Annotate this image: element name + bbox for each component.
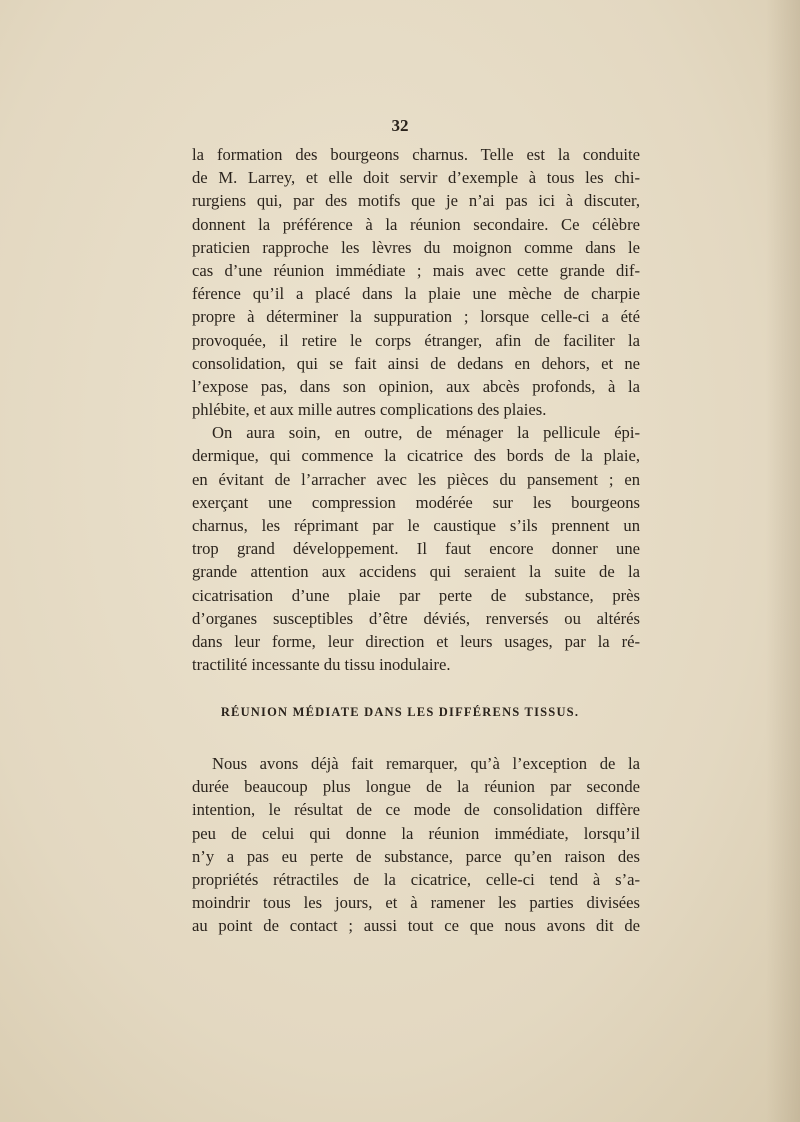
text-line: moindrir tous les jours, et à ramener les parties divisées [192,893,640,913]
text-line: n’y a pas eu perte de substance, parce qu’en raison des [192,846,640,866]
text-line: consolidation, qui se fait ainsi de dedans en dehors, et ne [192,353,640,373]
text-line: tractilité incessante du tissu inodulaire. [192,655,451,675]
page-number: 32 [391,116,409,135]
paragraph [192,421,640,676]
page-edge-shadow [766,0,800,1122]
text-line: cicatrisation d’une plaie par perte de substance, près [192,585,640,605]
text-line: la formation des bourgeons charnus. Telle est la conduite [192,145,640,164]
text-line: trop grand développement. Il faut encore donner une [192,539,640,559]
text-line: dermique, qui commence la cicatrice des bords de la plaie, [192,446,640,466]
text-line: de M. Larrey, et elle doit servir d’exemple à tous les chi- [192,168,640,188]
text-line: On aura soin, en outre, de ménager la pellicule épi- [212,423,640,443]
text-line: Nous avons déjà fait remarquer, qu’à l’exception de la [212,754,640,773]
text-line: peu de celui qui donne la réunion immédiate, lorsqu’il [192,823,640,843]
text-line: dans leur forme, leur direction et leurs usages, par la ré- [192,631,640,651]
text-line: provoquée, il retire le corps étranger, afin de faciliter la [192,330,640,350]
text-line: charnus, les réprimant par le caustique s’ils prennent un [192,516,640,535]
text-line: d’organes susceptibles d’être déviés, renversés ou altérés [192,608,640,628]
text-line: donnent la préférence à la réunion secondaire. Ce célèbre [192,214,640,234]
text-line: durée beaucoup plus longue de la réunion par seconde [192,777,640,797]
text-block-top [192,143,640,676]
text-line: grande attention aux accidens qui seraient la suite de la [192,562,640,582]
text-line: intention, le résultat de ce mode de consolidation diffère [192,800,640,820]
text-line: propriétés rétractiles de la cicatrice, celle-ci tend à s’a- [192,869,640,889]
text-line: l’expose pas, dans son opinion, aux abcès profonds, à la [192,376,640,396]
section-heading: RÉUNION MÉDIATE DANS LES DIFFÉRENS TISSUS. [220,705,580,719]
text-line: praticien rapproche les lèvres du moignon comme dans le [192,237,640,257]
text-line: exerçant une compression modérée sur les bourgeons [192,492,640,512]
text-block-bottom [192,752,640,938]
text-line: en évitant de l’arracher avec les pièces du pansement ; en [192,469,640,489]
text-line: au point de contact ; aussi tout ce que nous avons dit de [192,916,640,936]
text-line: férence qu’il a placé dans la plaie une mèche de charpie [192,284,640,304]
paragraph [192,143,640,421]
text-line: phlébite, et aux mille autres complications des plaies. [192,400,547,420]
text-line: cas d’une réunion immédiate ; mais avec cette grande dif- [192,260,640,280]
text-line: rurgiens qui, par des motifs que je n’ai pas ici à discuter, [192,191,640,211]
paragraph [192,752,640,938]
text-line: propre à déterminer la suppuration ; lorsque celle-ci a été [192,307,640,327]
